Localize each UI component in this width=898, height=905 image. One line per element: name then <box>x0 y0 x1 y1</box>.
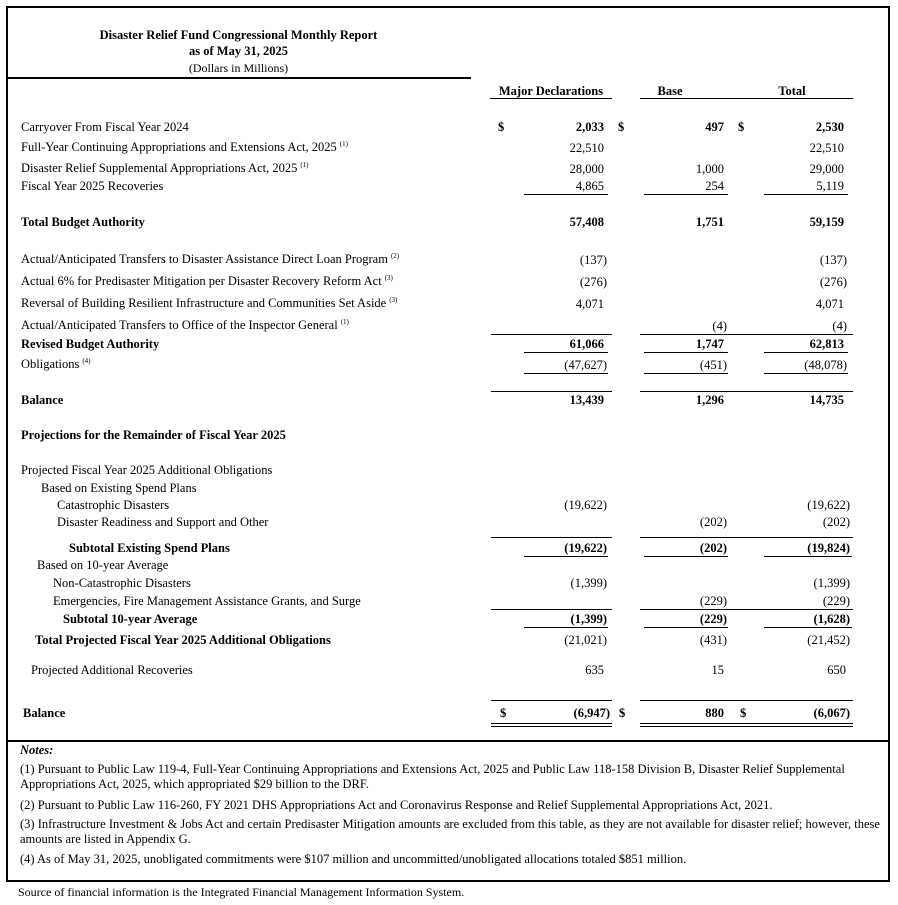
currency-symbol: $ <box>500 706 507 720</box>
footnote-ref: (1) <box>300 160 309 169</box>
sum-line <box>764 556 852 557</box>
cell-major: 4,865 <box>575 179 604 193</box>
note-3: (3) Infrastructure Investment & Jobs Act and certain Predisaster Mitigation amounts are excluded from this table, as they are not available for disaster relief; however, these amounts are listed in Appendix G. <box>20 817 880 846</box>
footnote-ref: (3) <box>389 295 398 304</box>
sum-line <box>491 391 612 392</box>
row-label: Actual/Anticipated Transfers to Disaster Assistance Direct Loan Program $^{(2)}$ <box>21 251 400 266</box>
cell-base: 254 <box>705 179 724 193</box>
report-date: as of May 31, 2025 <box>189 44 288 58</box>
cell-major: 635 <box>585 663 604 677</box>
header-underline <box>490 98 612 99</box>
row-label: Balance <box>21 393 64 407</box>
cell-major: 22,510 <box>569 141 604 155</box>
sum-line <box>640 391 737 392</box>
column-header-total: Total <box>778 84 806 98</box>
cell-total: (1,628) <box>813 612 850 626</box>
cell-total: (137) <box>819 253 847 267</box>
row-label: Non-Catastrophic Disasters <box>53 576 191 590</box>
sum-line <box>491 700 612 701</box>
double-underline <box>737 726 853 727</box>
header-underline <box>737 98 853 99</box>
sum-line <box>491 723 612 724</box>
note-4: (4) As of May 31, 2025, unobligated commitments were $107 million and uncommitted/unobligated allocations totaled $851 million. <box>20 852 687 866</box>
row-label: Total Budget Authority <box>21 215 145 229</box>
cell-base: (451) <box>699 358 727 372</box>
sum-line <box>644 556 728 557</box>
cell-total: 22,510 <box>809 141 844 155</box>
cell-major: 57,408 <box>569 215 604 229</box>
cell-major: (276) <box>579 275 607 289</box>
cell-major: (19,622) <box>564 541 607 555</box>
row-label: Based on 10-year Average <box>37 558 169 572</box>
row-label: Projected Fiscal Year 2025 Additional Obligations <box>21 463 273 477</box>
note-2: (2) Pursuant to Public Law 116-260, FY 2021 DHS Appropriations Act and Coronavirus Response and Relief Supplemental Appropriations Act, 2021. <box>20 798 773 812</box>
cell-major: 4,071 <box>575 297 604 311</box>
sum-line <box>764 352 848 353</box>
sum-line <box>640 700 737 701</box>
currency-symbol: $ <box>740 706 747 720</box>
cell-major: 2,033 <box>575 120 604 134</box>
row-label: Actual 6% for Predisaster Mitigation per Disaster Recovery Reform Act $^{(3)}$ <box>21 273 393 288</box>
row-label: Obligations $^{(4)}$ <box>21 356 91 371</box>
cell-base: 15 <box>711 663 724 677</box>
sum-line <box>764 194 848 195</box>
sum-line <box>491 334 612 335</box>
cell-major: (1,399) <box>570 612 607 626</box>
row-label: Actual/Anticipated Transfers to Office of the Inspector General $^{(1)}$ <box>21 317 349 332</box>
sum-line <box>737 723 853 724</box>
sum-line <box>764 373 848 374</box>
cell-major: (137) <box>579 253 607 267</box>
cell-major: (21,021) <box>564 633 607 647</box>
cell-total: (202) <box>822 515 850 529</box>
cell-total: 2,530 <box>815 120 844 134</box>
cell-base: (4) <box>712 319 727 333</box>
row-label: Balance <box>23 706 66 720</box>
cell-total: (21,452) <box>807 633 850 647</box>
cell-major: 28,000 <box>569 162 604 176</box>
cell-base: (229) <box>699 612 727 626</box>
row-label: Full-Year Continuing Appropriations and Extensions Act, 2025 $^{(1)}$ <box>21 139 348 154</box>
row-label: Based on Existing Spend Plans <box>41 481 197 495</box>
cell-total: 5,119 <box>816 179 844 193</box>
sum-line <box>644 194 728 195</box>
sum-line <box>491 537 612 538</box>
cell-total: 62,813 <box>809 337 844 351</box>
header-underline <box>640 98 737 99</box>
sum-line <box>524 352 608 353</box>
footnote-ref: (1) <box>340 317 349 326</box>
cell-total: (48,078) <box>804 358 847 372</box>
cell-major: (47,627) <box>564 358 607 372</box>
currency-symbol: $ <box>738 120 745 134</box>
sum-line <box>524 373 608 374</box>
double-underline <box>491 726 612 727</box>
footnote-ref: (4) <box>82 356 91 365</box>
cell-base: 1,000 <box>695 162 724 176</box>
cell-total: (19,824) <box>807 541 850 555</box>
cell-major: 61,066 <box>569 337 604 351</box>
cell-base: 497 <box>705 120 724 134</box>
sum-line <box>640 723 737 724</box>
row-label: Reversal of Building Resilient Infrastructure and Communities Set Aside $^{(3)}$ <box>21 295 398 310</box>
section-heading: Projections for the Remainder of Fiscal Year 2025 <box>21 428 286 442</box>
cell-total: (4) <box>832 319 847 333</box>
sum-line <box>640 334 737 335</box>
notes-heading: Notes: <box>20 743 54 757</box>
row-label: Projected Additional Recoveries <box>31 663 193 677</box>
notes-divider <box>8 740 888 742</box>
cell-total: 29,000 <box>809 162 844 176</box>
sum-line <box>524 627 608 628</box>
source-note: Source of financial information is the Integrated Financial Management Information System. <box>18 885 465 899</box>
cell-total: (6,067) <box>813 706 850 720</box>
cell-base: 1,747 <box>695 337 724 351</box>
row-label: Disaster Relief Supplemental Appropriations Act, 2025 $^{(1)}$ <box>21 160 309 175</box>
cell-base: 1,751 <box>695 215 724 229</box>
note-1: (1) Pursuant to Public Law 119-4, Full-Year Continuing Appropriations and Extensions Act, 2025 and Public Law 118-158 Division B, Disaster Relief Supplemental Appropriations Act, 2025, which appropriated $29 billion to the DRF. <box>20 762 845 791</box>
cell-total: 4,071 <box>815 297 844 311</box>
report-title: Disaster Relief Fund Congressional Monthly Report <box>99 28 378 42</box>
cell-major: 13,439 <box>569 393 604 407</box>
footnote-ref: (2) <box>390 251 400 260</box>
row-label: Subtotal Existing Spend Plans <box>69 541 230 555</box>
sum-line <box>644 627 728 628</box>
cell-major: (6,947) <box>573 706 610 720</box>
row-label: Total Projected Fiscal Year 2025 Additional Obligations <box>35 633 331 647</box>
cell-total: (229) <box>822 594 850 608</box>
currency-symbol: $ <box>618 120 625 134</box>
cell-total: (1,399) <box>813 576 850 590</box>
currency-symbol: $ <box>619 706 626 720</box>
header-divider <box>6 77 471 79</box>
double-underline <box>640 726 737 727</box>
cell-base: (431) <box>699 633 727 647</box>
cell-base: (229) <box>699 594 727 608</box>
sum-line <box>640 609 737 610</box>
sum-line <box>764 627 852 628</box>
footnote-ref: (1) <box>339 139 348 148</box>
sum-line <box>524 194 608 195</box>
row-label: Carryover From Fiscal Year 2024 <box>21 120 189 134</box>
cell-total: 650 <box>827 663 846 677</box>
sum-line <box>737 609 853 610</box>
sum-line <box>644 352 728 353</box>
row-label: Revised Budget Authority <box>21 337 160 351</box>
sum-line <box>644 373 728 374</box>
footnote-ref: (3) <box>384 273 393 282</box>
sum-line <box>737 334 853 335</box>
row-label: Subtotal 10-year Average <box>63 612 198 626</box>
sum-line <box>737 537 853 538</box>
row-label: Disaster Readiness and Support and Other <box>57 515 269 529</box>
cell-total: (19,622) <box>807 498 850 512</box>
cell-total: 14,735 <box>809 393 844 407</box>
cell-base: (202) <box>699 541 727 555</box>
sum-line <box>491 609 612 610</box>
row-label: Catastrophic Disasters <box>57 498 170 512</box>
sum-line <box>524 556 608 557</box>
cell-base: 880 <box>705 706 724 720</box>
row-label: Emergencies, Fire Management Assistance Grants, and Surge <box>53 594 361 608</box>
row-label: Fiscal Year 2025 Recoveries <box>21 179 164 193</box>
cell-base: 1,296 <box>695 393 724 407</box>
report-units: (Dollars in Millions) <box>188 61 289 75</box>
report-frame <box>6 6 890 882</box>
currency-symbol: $ <box>498 120 505 134</box>
cell-major: (1,399) <box>570 576 607 590</box>
column-header-base: Base <box>657 84 683 98</box>
sum-line <box>737 700 853 701</box>
cell-major: (19,622) <box>564 498 607 512</box>
cell-total: (276) <box>819 275 847 289</box>
sum-line <box>737 391 853 392</box>
column-header-major: Major Declarations <box>498 84 604 98</box>
cell-base: (202) <box>699 515 727 529</box>
sum-line <box>640 537 737 538</box>
cell-total: 59,159 <box>809 215 844 229</box>
